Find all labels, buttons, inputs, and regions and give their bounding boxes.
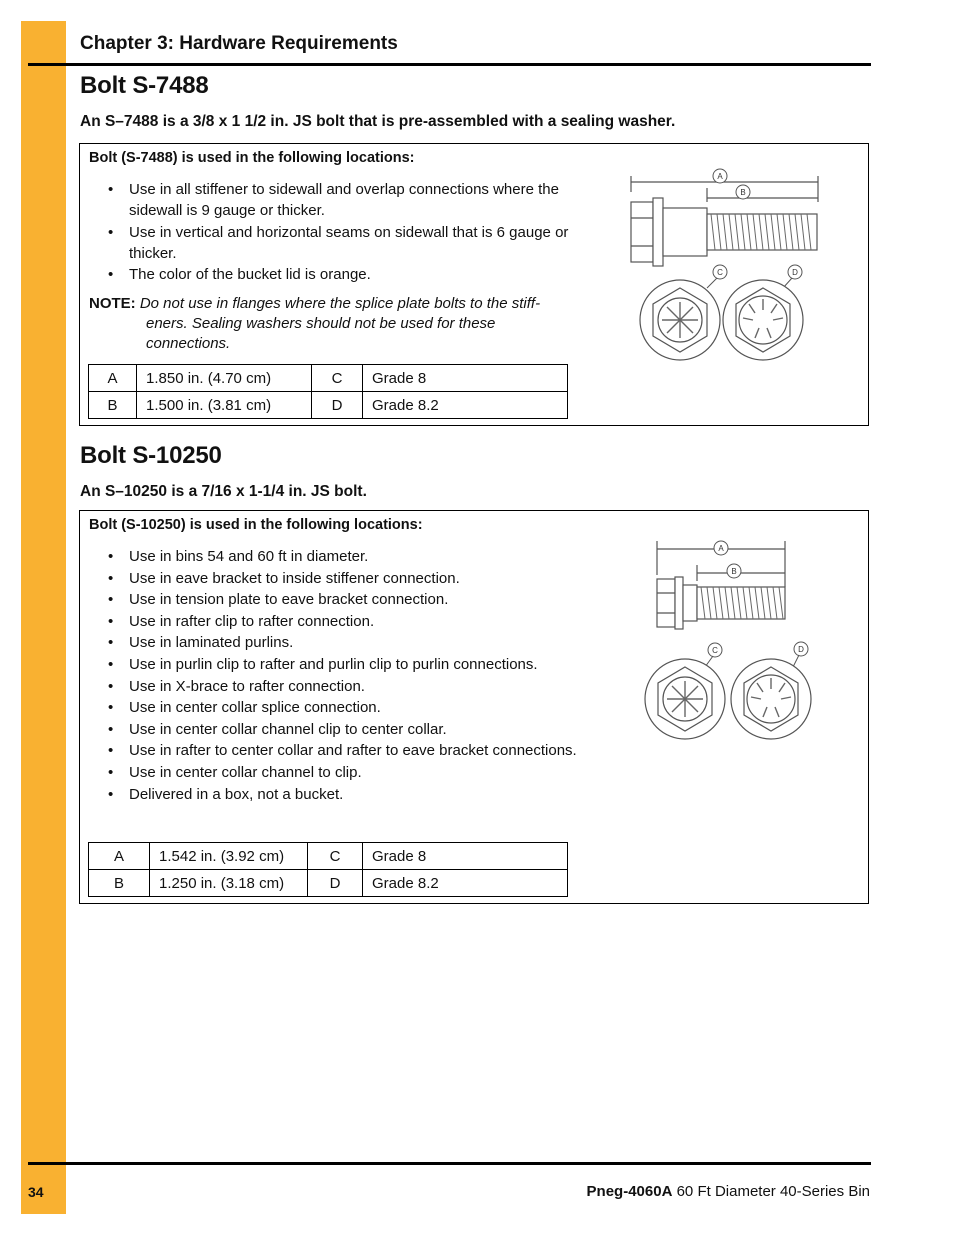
bullet-icon: • — [108, 612, 114, 630]
bullet-icon: • — [108, 634, 114, 652]
section-lead-s10250: An S–10250 is a 7/16 x 1-1/4 in. JS bolt. — [80, 483, 367, 500]
table-row — [89, 392, 568, 419]
usage-list — [80, 179, 580, 286]
doc-title: 60 Ft Diameter 40-Series Bin — [672, 1183, 870, 1200]
table-cell: 1.250 in. (3.18 cm) — [150, 870, 308, 897]
note-text-line2: eners. Sealing washers should not be used for these — [146, 315, 496, 332]
footer-doc-title — [587, 1183, 870, 1200]
dimension-table — [88, 364, 568, 419]
table-cell: B — [89, 870, 150, 897]
note-text-line1: Do not use in flanges where the splice plate bolts to the stiff- — [139, 295, 541, 312]
callout-a: A — [718, 544, 724, 553]
callout-b: B — [740, 188, 746, 197]
table-cell: 1.500 in. (3.81 cm) — [137, 392, 312, 419]
table-cell: D — [312, 392, 363, 419]
list-item: • Use in center collar channel clip to center collar. — [108, 720, 447, 738]
bolt-diagram-s7488 — [625, 162, 835, 362]
list-item: • Delivered in a box, not a bucket. — [108, 785, 344, 803]
table-cell: Grade 8.2 — [363, 870, 568, 897]
callout-d: D — [798, 645, 804, 654]
table-cell: B — [89, 392, 137, 419]
list-item: • Use in center collar channel to clip. — [108, 763, 362, 781]
bullet-icon: • — [108, 699, 114, 717]
table-row — [89, 870, 568, 897]
section-title-s10250: Bolt S-10250 — [80, 442, 222, 469]
header-rule — [28, 63, 871, 66]
table-cell: Grade 8.2 — [363, 392, 568, 419]
list-item: • The color of the bucket lid is orange. — [108, 266, 371, 284]
list-item: • Use in purlin clip to rafter and purlin clip to purlin connections. — [108, 655, 538, 673]
dimension-table — [88, 842, 568, 897]
note-text-line3: connections. — [146, 335, 231, 352]
bullet-icon: • — [108, 655, 114, 673]
callout-c: C — [717, 268, 723, 277]
table-cell: C — [312, 365, 363, 392]
bullet-icon: • — [108, 742, 114, 760]
usage-list — [80, 546, 580, 805]
bullet-icon: • — [108, 266, 114, 284]
chapter-heading: Chapter 3: Hardware Requirements — [80, 33, 398, 54]
note-label: NOTE: — [89, 295, 136, 312]
bullet-icon: • — [108, 181, 114, 198]
list-item: • Use in eave bracket to inside stiffener connection. — [108, 569, 460, 587]
bullet-icon: • — [108, 785, 114, 803]
list-item: • Use in center collar splice connection. — [108, 699, 381, 717]
table-cell: A — [89, 843, 150, 870]
list-item: • Use in all stiffener to sidewall and overlap connections where the sidewall is 9 gauge or thicker. — [108, 181, 559, 219]
list-item: • Use in rafter clip to rafter connection. — [108, 612, 375, 630]
list-item: • Use in rafter to center collar and rafter to eave bracket connections. — [108, 742, 577, 760]
table-cell: Grade 8 — [363, 843, 568, 870]
bullet-icon: • — [108, 720, 114, 738]
doc-number: Pneg-4060A — [586, 1183, 673, 1200]
box-title: Bolt (S-7488) is used in the following locations: — [89, 150, 415, 166]
list-item: • Use in tension plate to eave bracket connection. — [108, 591, 449, 609]
table-cell: C — [308, 843, 363, 870]
list-item: • Use in bins 54 and 60 ft in diameter. — [108, 548, 369, 565]
callout-a: A — [717, 172, 723, 181]
list-item: • Use in vertical and horizontal seams on sidewall that is 6 gauge or thicker. — [108, 223, 569, 262]
bullet-icon: • — [108, 548, 114, 565]
bolt-diagram-s10250 — [635, 535, 845, 745]
callout-c: C — [712, 646, 718, 655]
table-cell: 1.850 in. (4.70 cm) — [137, 365, 312, 392]
section-lead-s7488: An S–7488 is a 3/8 x 1 1/2 in. JS bolt that is pre-assembled with a sealing washer. — [80, 113, 676, 130]
info-box-s10250 — [79, 510, 869, 904]
section-title-s7488: Bolt S-7488 — [80, 72, 209, 99]
table-row — [89, 365, 568, 392]
bullet-icon: • — [108, 223, 114, 241]
bullet-icon: • — [108, 591, 114, 609]
callout-d: D — [792, 268, 798, 277]
callout-b: B — [731, 567, 737, 576]
footer-rule — [28, 1162, 871, 1165]
info-box-s7488 — [79, 143, 869, 426]
page-number: 34 — [28, 1184, 44, 1200]
table-cell: D — [308, 870, 363, 897]
bullet-icon: • — [108, 677, 114, 695]
note — [89, 294, 559, 354]
table-cell: Grade 8 — [363, 365, 568, 392]
list-item: • Use in laminated purlins. — [108, 634, 294, 652]
bullet-icon: • — [108, 569, 114, 587]
chapter-color-bar — [21, 21, 66, 1214]
table-cell: A — [89, 365, 137, 392]
table-row — [89, 843, 568, 870]
table-cell: 1.542 in. (3.92 cm) — [150, 843, 308, 870]
list-item: • Use in X-brace to rafter connection. — [108, 677, 365, 695]
bullet-icon: • — [108, 763, 114, 781]
box-title: Bolt (S-10250) is used in the following locations: — [89, 517, 423, 533]
